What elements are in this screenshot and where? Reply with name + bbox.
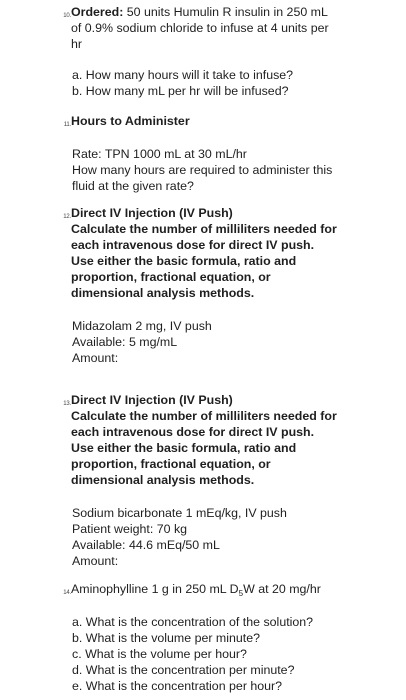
question-number: 10. bbox=[63, 13, 71, 19]
question-number: 11. bbox=[63, 122, 71, 128]
question-13-heading bbox=[71, 392, 371, 488]
instruction-line: proportion, fractional equation, or bbox=[71, 270, 271, 284]
body-line: How many hours are required to administer this bbox=[72, 163, 333, 177]
question-title: Hours to Administer bbox=[71, 114, 190, 128]
body-line: Sodium bicarbonate 1 mEq/kg, IV push bbox=[72, 506, 287, 520]
question-number: 14. bbox=[63, 590, 71, 596]
question-title: Direct IV Injection (IV Push) bbox=[71, 393, 233, 407]
part-c: c. What is the volume per hour? bbox=[72, 647, 247, 661]
instruction-line: Calculate the number of milliliters needed for bbox=[71, 409, 337, 423]
amount-label: Amount: bbox=[72, 351, 119, 365]
amount-label: Amount: bbox=[72, 554, 119, 568]
question-12-heading bbox=[71, 205, 371, 301]
part-a: a. How many hours will it take to infuse? bbox=[72, 68, 294, 82]
part-b: b. What is the volume per minute? bbox=[72, 631, 261, 645]
instruction-line: each intravenous dose for direct IV push. bbox=[71, 425, 315, 439]
instruction-line: Calculate the number of milliliters needed for bbox=[71, 222, 337, 236]
subscript: 5 bbox=[238, 589, 244, 598]
body-line: Rate: TPN 1000 mL at 30 mL/hr bbox=[72, 147, 247, 161]
instruction-line: each intravenous dose for direct IV push. bbox=[71, 238, 315, 252]
question-12-body bbox=[72, 318, 372, 366]
body-line: fluid at the given rate? bbox=[72, 179, 194, 193]
instruction-line: proportion, fractional equation, or bbox=[71, 457, 271, 471]
question-title: Direct IV Injection (IV Push) bbox=[71, 206, 233, 220]
stem-line: 50 units Humulin R insulin in 250 mL bbox=[123, 5, 328, 19]
stem-line: of 0.9% sodium chloride to infuse at 4 units per bbox=[71, 21, 329, 35]
instruction-line: Use either the basic formula, ratio and bbox=[71, 254, 297, 268]
question-number: 13. bbox=[63, 401, 71, 407]
question-11-body bbox=[72, 146, 372, 194]
part-e: e. What is the concentration per hour? bbox=[72, 679, 283, 693]
question-14-parts bbox=[72, 614, 372, 694]
question-10-stem bbox=[71, 4, 371, 52]
stem-text: Aminophylline 1 g in 250 mL D bbox=[71, 582, 239, 596]
question-14-stem bbox=[71, 581, 371, 599]
instruction-line: Use either the basic formula, ratio and bbox=[71, 441, 297, 455]
question-number: 12. bbox=[63, 214, 71, 220]
instruction-line: dimensional analysis methods. bbox=[71, 473, 255, 487]
question-10-parts bbox=[72, 67, 372, 99]
body-line: Available: 5 mg/mL bbox=[72, 335, 178, 349]
body-line: Midazolam 2 mg, IV push bbox=[72, 319, 212, 333]
part-d: d. What is the concentration per minute? bbox=[72, 663, 295, 677]
instruction-line: dimensional analysis methods. bbox=[71, 286, 255, 300]
body-line: Available: 44.6 mEq/50 mL bbox=[72, 538, 220, 552]
stem-line: hr bbox=[71, 37, 83, 51]
part-b: b. How many mL per hr will be infused? bbox=[72, 84, 289, 98]
stem-text: W at 20 mg/hr bbox=[243, 582, 321, 596]
body-line: Patient weight: 70 kg bbox=[72, 522, 188, 536]
question-13-body bbox=[72, 505, 372, 569]
part-a: a. What is the concentration of the solution? bbox=[72, 615, 314, 629]
ordered-label: Ordered: bbox=[71, 5, 124, 19]
